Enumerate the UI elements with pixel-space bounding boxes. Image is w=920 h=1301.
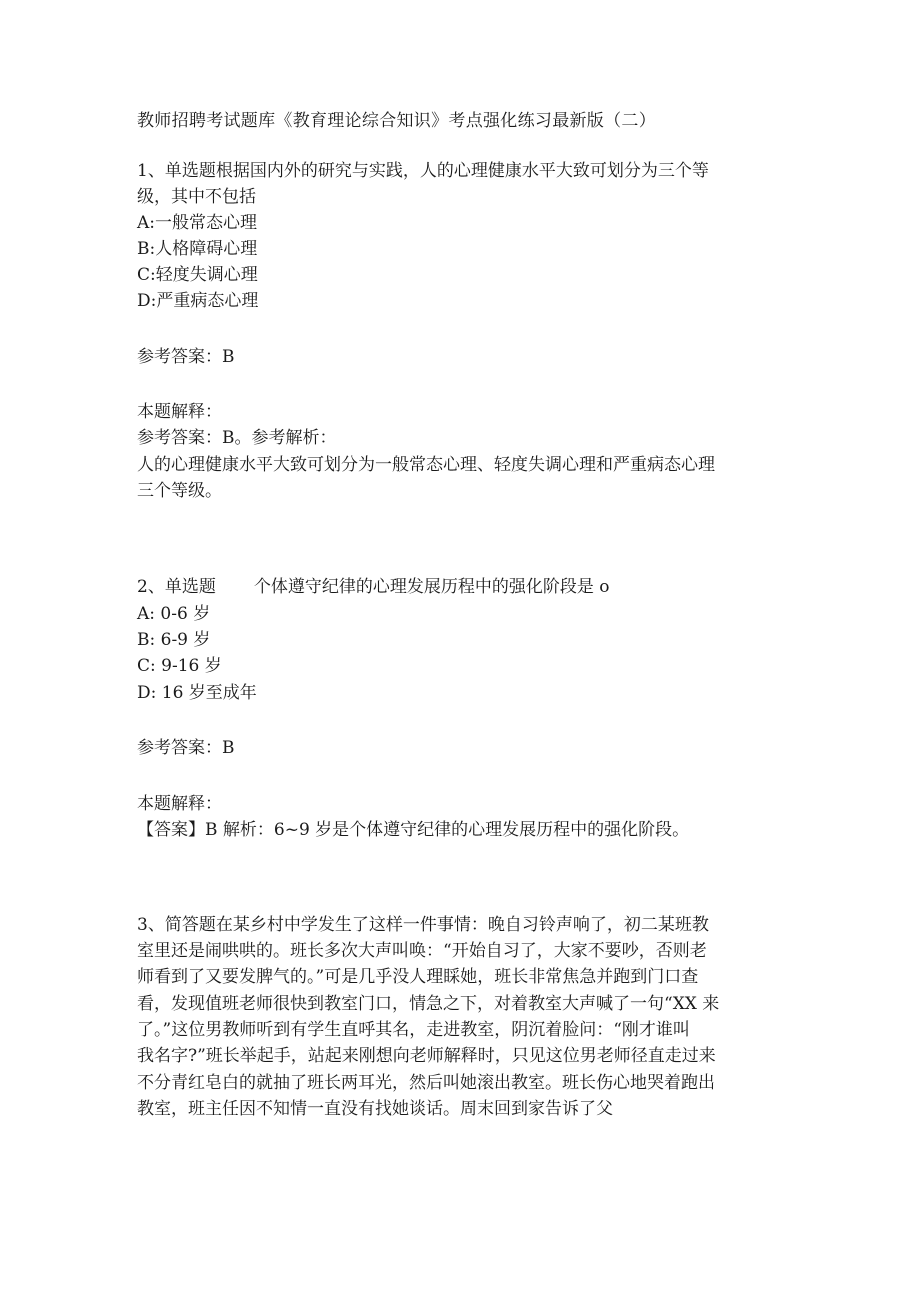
option-a: A:一般常态心理	[137, 213, 258, 233]
reference-answer: 参考答案：B	[137, 738, 235, 758]
explanation-label: 本题解释：	[137, 794, 222, 814]
option-b: B: 6-9 岁	[137, 630, 211, 650]
explanation-line: 人的心理健康水平大致可划分为一般常态心理、轻度失调心理和严重病态心理	[137, 455, 715, 475]
document-title: 教师招聘考试题库《教育理论综合知识》考点强化练习最新版（二）	[137, 111, 656, 131]
explanation-label: 本题解释：	[137, 402, 222, 422]
question-stem-line: 了。”这位男教师听到有学生直呼其名，走进教室，阴沉着脸问：“刚才谁叫	[137, 1020, 690, 1040]
question-stem-line: 1、单选题根据国内外的研究与实践，人的心理健康水平大致可划分为三个等	[137, 161, 709, 181]
option-c: C: 9-16 岁	[137, 656, 222, 676]
question-stem-line: 级，其中不包括	[137, 187, 256, 207]
question-stem-line: 师看到了又要发脾气的。”可是几乎没人理睬她，班长非常焦急并跑到门口查	[137, 967, 699, 987]
option-b: B:人格障碍心理	[137, 239, 258, 259]
explanation-line: 【答案】B 解析：6~9 岁是个体遵守纪律的心理发展历程中的强化阶段。	[137, 820, 690, 840]
explanation-line: 参考答案：B。参考解析：	[137, 428, 337, 448]
question-stem-line: 看，发现值班老师很快到教室门口，情急之下，对着教室大声喊了一句“XX 来	[137, 994, 720, 1014]
option-d: D:严重病态心理	[137, 291, 259, 311]
question-stem-line: 不分青红皂白的就抽了班长两耳光，然后叫她滚出教室。班长伤心地哭着跑出	[137, 1073, 715, 1093]
explanation-line: 三个等级。	[137, 481, 222, 501]
option-d: D: 16 岁至成年	[137, 683, 257, 703]
question-stem-line: 我名字?”班长举起手，站起来刚想向老师解释时，只见这位男老师径直走过来	[137, 1046, 716, 1066]
question-text: 个体遵守纪律的心理发展历程中的强化阶段是 o	[253, 577, 610, 597]
reference-answer: 参考答案：B	[137, 347, 235, 367]
question-stem-line: 室里还是闹哄哄的。班长多次大声叫唤：“开始自习了，大家不要吵，否则老	[137, 941, 707, 961]
option-c: C:轻度失调心理	[137, 265, 258, 285]
question-stem-line: 3、简答题在某乡村中学发生了这样一件事情：晚自习铃声响了，初二某班教	[137, 915, 709, 935]
option-a: A: 0-6 岁	[137, 604, 211, 624]
question-stem-line: 教室，班主任因不知情一直没有找她谈话。周末回到家告诉了父	[137, 1099, 613, 1119]
question-type: 2、单选题	[137, 577, 216, 597]
question-stem-line	[137, 574, 609, 600]
